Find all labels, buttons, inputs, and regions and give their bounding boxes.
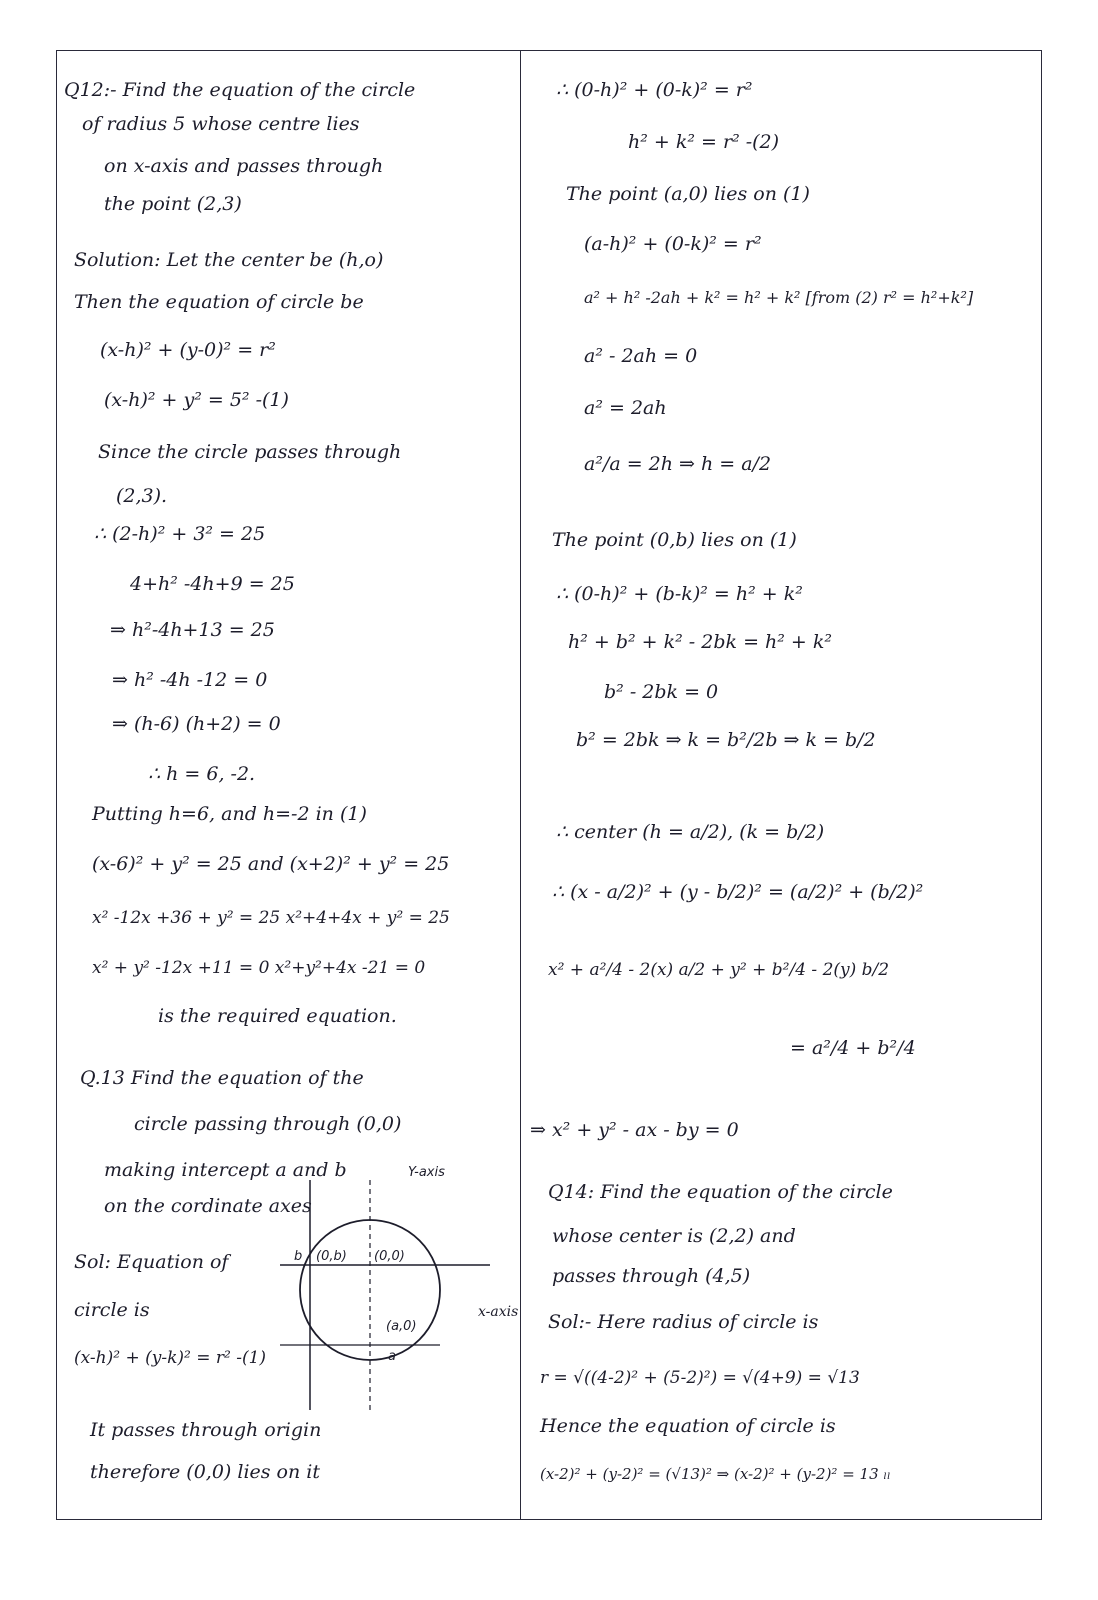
diagram-label-origin: (0,0)	[374, 1249, 405, 1264]
q12-solution-line-2: Then the equation of circle be	[74, 291, 364, 313]
q12-question-line-1: Q12:- Find the equation of the circle	[64, 79, 416, 101]
diagram-label-a: a	[388, 1349, 396, 1364]
q13-cont-line-14: ∴ center (h = a/2), (k = b/2)	[556, 821, 825, 843]
q12-solution-line-8: 4+h² -4h+9 = 25	[130, 573, 295, 595]
q13-cont-line-17: = a²/4 + b²/4	[790, 1037, 916, 1059]
q14-question-line-2: whose center is (2,2) and	[552, 1225, 796, 1247]
q12-solution-line-11: ⇒ (h-6) (h+2) = 0	[112, 713, 281, 735]
q13-cont-line-13: b² = 2bk ⇒ k = b²/2b ⇒ k = b/2	[576, 729, 876, 751]
q12-solution-line-17: is the required equation.	[158, 1005, 397, 1027]
diagram-label-a0: (a,0)	[386, 1319, 417, 1334]
q12-solution-line-12: ∴ h = 6, -2.	[148, 763, 256, 785]
q13-cont-line-10: ∴ (0-h)² + (b-k)² = h² + k²	[556, 583, 803, 605]
q13-cont-line-12: b² - 2bk = 0	[604, 681, 719, 703]
q12-solution-line-9: ⇒ h²-4h+13 = 25	[110, 619, 275, 641]
q12-solution-line-5: Since the circle passes through	[98, 441, 402, 463]
diagram-label-0b: (0,b)	[316, 1249, 347, 1264]
q12-solution-line-4: (x-h)² + y² = 5² -(1)	[104, 389, 289, 411]
diagram-label-y-axis: Y-axis	[408, 1165, 445, 1180]
q13-cont-line-5: a² + h² -2ah + k² = h² + k² [from (2) r² = h²+k²]	[584, 288, 974, 307]
q13-cont-line-16: x² + a²/4 - 2(x) a/2 + y² + b²/4 - 2(y) b/2	[548, 960, 890, 980]
q13-solution-line-5: therefore (0,0) lies on it	[90, 1461, 320, 1483]
q13-question-line-1: Q.13 Find the equation of the	[80, 1067, 364, 1089]
q14-solution-line-2: r = √((4-2)² + (5-2)²) = √(4+9) = √13	[540, 1368, 860, 1388]
q12-solution-line-10: ⇒ h² -4h -12 = 0	[112, 669, 268, 691]
q13-cont-line-7: a² = 2ah	[584, 397, 667, 419]
column-divider	[520, 50, 521, 1520]
q13-cont-line-11: h² + b² + k² - 2bk = h² + k²	[568, 631, 833, 653]
q12-solution-line-3: (x-h)² + (y-0)² = r²	[100, 339, 276, 361]
q12-solution-line-15: x² -12x +36 + y² = 25 x²+4+4x + y² = 25	[92, 908, 450, 928]
q13-question-line-2: circle passing through (0,0)	[134, 1113, 402, 1135]
q12-solution-line-6: (2,3).	[116, 485, 168, 507]
diagram-label-x-axis: x-axis	[478, 1304, 519, 1320]
q14-question-line-3: passes through (4,5)	[552, 1265, 751, 1287]
q12-question-line-2: of radius 5 whose centre lies	[82, 113, 360, 135]
q12-solution-line-16: x² + y² -12x +11 = 0 x²+y²+4x -21 = 0	[92, 958, 426, 978]
q13-solution-line-1: Sol: Equation of	[74, 1251, 229, 1273]
circle-intercept-diagram	[240, 1160, 500, 1420]
diagram-label-b: b	[294, 1249, 303, 1264]
q13-cont-line-9: The point (0,b) lies on (1)	[552, 529, 797, 551]
q13-cont-line-4: (a-h)² + (0-k)² = r²	[584, 233, 762, 255]
q13-cont-line-6: a² - 2ah = 0	[584, 345, 698, 367]
q12-solution-line-7: ∴ (2-h)² + 3² = 25	[94, 523, 266, 545]
q14-question-line-1: Q14: Find the equation of the circle	[548, 1181, 893, 1203]
q12-solution-line-14: (x-6)² + y² = 25 and (x+2)² + y² = 25	[92, 853, 450, 875]
q12-solution-line-1: Solution: Let the center be (h,o)	[74, 249, 384, 271]
q13-cont-line-15: ∴ (x - a/2)² + (y - b/2)² = (a/2)² + (b/2)²	[552, 881, 924, 903]
q13-cont-line-18: ⇒ x² + y² - ax - by = 0	[530, 1119, 739, 1141]
q14-solution-line-4: (x-2)² + (y-2)² = (√13)² ⇒ (x-2)² + (y-2)² = 13 ₗₗ	[540, 1465, 891, 1483]
q12-question-line-3: on x-axis and passes through	[104, 155, 384, 177]
q13-cont-line-8: a²/a = 2h ⇒ h = a/2	[584, 453, 772, 475]
q13-cont-line-1: ∴ (0-h)² + (0-k)² = r²	[556, 79, 753, 101]
q13-solution-line-3: (x-h)² + (y-k)² = r² -(1)	[74, 1348, 267, 1368]
q14-solution-line-3: Hence the equation of circle is	[540, 1415, 836, 1437]
q13-cont-line-3: The point (a,0) lies on (1)	[566, 183, 810, 205]
q13-solution-line-4: It passes through origin	[90, 1419, 322, 1441]
q14-solution-line-1: Sol:- Here radius of circle is	[548, 1311, 819, 1333]
q13-cont-line-2: h² + k² = r² -(2)	[628, 131, 780, 153]
q12-solution-line-13: Putting h=6, and h=-2 in (1)	[92, 803, 367, 825]
q12-question-line-4: the point (2,3)	[104, 193, 242, 215]
q13-solution-line-2: circle is	[74, 1299, 150, 1321]
q13-question-line-3: making intercept a and b	[104, 1159, 347, 1181]
q13-question-line-4: on the cordinate axes	[104, 1195, 312, 1217]
